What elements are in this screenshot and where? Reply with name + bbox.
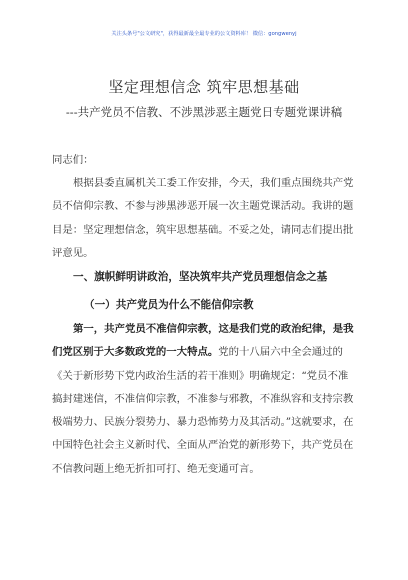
intro-paragraph: 根据县委直属机关工委工作安排，今天，我们重点围绕共产党员不信仰宗教、不参与涉黑涉恶开展一次主题党课活动。我讲的题目是：坚定理想信念，筑牢思想基础。不妥之处，请同志们提出批评意见。 [52,177,354,259]
subsection-heading-1: （一）共产党员为什么不能信仰宗教 [84,299,254,311]
header-promo-note: 关注头条号"公文研究"，获得最新最全最专业的公文资料库！ 微信：gongwenyj [111,31,297,37]
body-paragraph-1-bold: 第一，共产党员不准信仰宗教，这是我们党的政治纪律，是我们党区别于大多数政党的一大特点。 [52,323,354,359]
salutation: 同志们： [52,154,94,166]
document-subtitle: ---共产党员不信教、不涉黑涉恶主题党日专题党课讲稿 [65,105,343,119]
section-heading-1: 一、旗帜鲜明讲政治，坚决筑牢共产党员理想信念之基 [73,271,328,283]
document-title: 坚定理想信念 筑牢思想基础 [108,78,300,96]
body-paragraph-1-text: 党的十八届六中全会通过的《关于新形势下党内政治生活的若干准则》明确规定：“党员不准搞封建迷信，不准信仰宗教，不准参与邪教，不准纵容和支持宗教极端势力、民族分裂势力、暴力恐怖势力及其活动。”这就要求，在中国特色社会主义新时代、全面从严治党的新形势下，共产党员在不信教问题上绝无折扣可打、绝无变通可言。 [52,346,354,475]
body-paragraph-1 [52,318,357,481]
